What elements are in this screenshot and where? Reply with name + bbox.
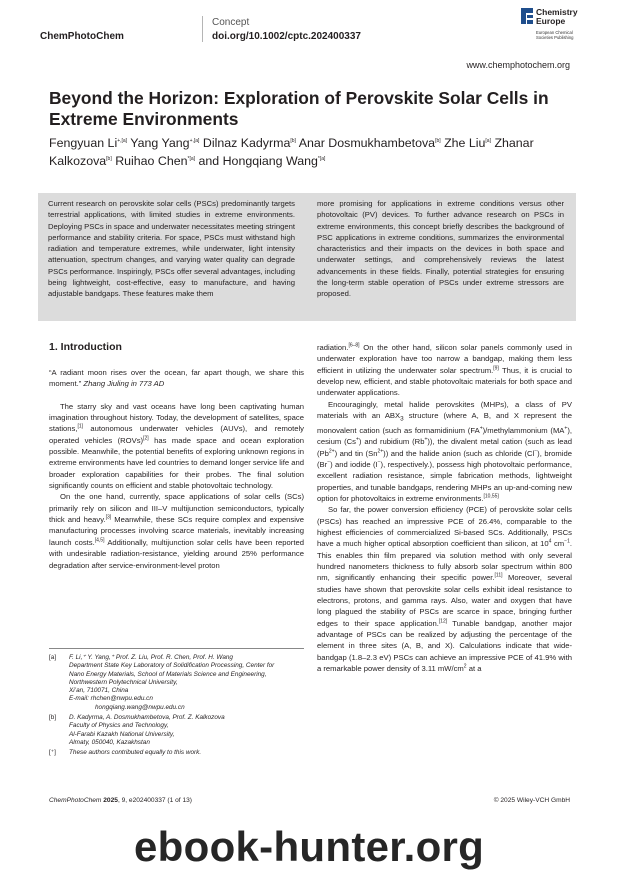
author-name: Yang Yang	[130, 136, 190, 150]
citation[interactable]: [11]	[494, 572, 503, 579]
citation[interactable]: [9]	[493, 365, 499, 372]
paragraph: The starry sky and vast oceans have long been captivating human imagination throughout history. Today, the development of satellites, space stations,[1] autonomous underwater vehicles (AUVs), and remotely operated vehicles (ROVs)[2] has made space and ocean exploration possible. Meanwhile, the potential benefits of exploring unknown regions in extreme environments have led countries to demand longer service life and broader exploration capabilities for their probes. The final solution significantly counts on efficient and stable photovoltaic technology.	[49, 401, 304, 491]
footnote-a: [a] F. Li,⁺ Y. Yang,⁺ Prof. Z. Liu, Prof. R. Chen, Prof. H. Wang Department State Key Laboratory of Solidification Processing, Center for Nano Energy Materials, School of Materials Science and Engineering, Northwestern Polytechnical University, Xi’an, 710071, China E-mail: rhchen@nwpu.edu.cn hongqiang.wang@nwpu.edu.cn	[49, 654, 309, 712]
author-affiliation: *[a]	[187, 155, 196, 162]
author-affiliation: [b]	[290, 137, 296, 144]
footnote-marker: [a]	[49, 654, 57, 661]
citation[interactable]: [6–8]	[348, 342, 360, 349]
author-affiliation: *[a]	[317, 155, 326, 162]
logo-sub-line2: Societies Publishing	[536, 35, 574, 40]
author-affiliation: +,[a]	[117, 137, 128, 144]
logo-subtitle	[536, 30, 573, 40]
doi-link[interactable]: doi.org/10.1002/cptc.202400337	[212, 31, 361, 42]
citation[interactable]: [2]	[143, 435, 149, 442]
citation[interactable]: [10,55]	[483, 493, 499, 500]
body-right-column	[317, 342, 572, 675]
section-heading: 1. Introduction	[49, 341, 122, 353]
paragraph: So far, the power conversion efficiency (PCE) of perovskite solar cells (PSCs) has reached an impressive PCE of 26.4%, comparable to the highest efficiencies of commercialized Si-based SCs. Additionally, PSCs have a much higher optical absorption coefficient than silicon, at $10^4$ $cm^{-1}$. This enables thin film prepared via solution method with only several hundred nanometers thickness to fully absorb solar spectrum within 800 nm, significantly enhancing their specific power.[11] Moreover, several studies have shown that perovskite solar cells exhibit ideal resistance to electrons, protons, and gamma rays. Also, water and oxygen that have long plagued the stability of PSCs are scarce in space, bringing further edges to their space application.[12] Tunable bandgap, another major advantage of PSCs can be realized by adjusting the percentage of the element in three sites (A, B, and X). Calculations indicate that wide-bandgap (1.8–2.3 eV) PSCs can achieve an impressive PCE of 41.9% with a remarkable power density of 3.11 $mW/cm^2$ at a	[317, 505, 572, 674]
paragraph: radiation.[6–8] On the other hand, silicon solar panels commonly used in underwater exploration have too narrow a bandgap, making them less efficient in utilizing the underwater solar spectrum.[9] Thus, it is crucial to develop new, efficient, and stable photovoltaic materials for both space and underwater applications.	[317, 342, 572, 398]
copyright-notice: © 2025 Wiley-VCH GmbH	[493, 797, 570, 804]
article-title: Beyond the Horizon: Exploration of Perovskite Solar Cells in Extreme Environments	[49, 88, 549, 129]
body-left-column	[49, 367, 304, 571]
author-name: Ruihao Chen	[115, 154, 188, 168]
footnote-marker: [b]	[49, 714, 57, 722]
journal-name: ChemPhotoChem	[40, 31, 124, 42]
abstract-right-column: more promising for applications in extreme conditions versus other photovoltaic (PV) devices. To further advance research on PSCs in extreme environments, this concept briefly describes the background of PSC applications in extreme conditions, summarizes the environmental characteristics and their impacts on the devices in both space and underwater settings, and comprehensively reviews the latest advancements in these fields. Finally, potential strategies for ensuring the long-term stable operation of PSCs under extreme stressors are proposed.	[317, 199, 564, 298]
footnote-marker: [⁺]	[49, 749, 56, 757]
abstract-box	[38, 193, 576, 321]
citation[interactable]: [4,5]	[94, 537, 105, 544]
author-affiliation: [a]	[485, 137, 491, 144]
chemistry-europe-logo-icon	[521, 8, 533, 24]
logo-sub-line1: European Chemical	[536, 30, 573, 35]
footnote-b: [b] D. Kadyrma, A. Dosmukhambetova, Prof. Z. Kalkozova Faculty of Physics and Technology, Al-Farabi Kazakh National University, Almaty, 050040, Kazakhstan	[49, 714, 225, 746]
citation[interactable]: [12]	[438, 618, 448, 625]
author-name: Zhanar Kalkozova	[49, 136, 534, 168]
abstract-left-column: Current research on perovskite solar cells (PSCs) predominantly targets terrestrial applications, with limited studies in extreme environments. Deploying PSCs in space and underwater necessitates meeting stringent performance and stability criteria. For space, PSCs must withstand high radiation and temperature extremes, while underwater, light intensity attenuation, spectrum changes, and varying water quality can degrade PSCs performance. Inspiringly, PSCs offer several advantages, including being lightweight, cost-effective, easy to manufacture, and having adjustable bandgaps. These features make them	[48, 199, 295, 298]
email-address[interactable]: hongqiang.wang@nwpu.edu.cn	[95, 703, 185, 711]
author-name: Hongqiang Wang	[222, 154, 318, 168]
footnote-equal-contribution: [⁺] These authors contributed equally to this work.	[49, 749, 202, 757]
author-name: Zhe Liu	[444, 136, 486, 150]
epigraph-source: Zhang Jiuling in 773 AD	[83, 379, 165, 389]
header-divider	[202, 16, 203, 42]
author-name: Dilnaz Kadyrma	[202, 136, 291, 150]
paragraph: Encouragingly, metal halide perovskites (MHPs), a class of PV materials with an $ABX_3$ structure (where A, B, and X represent the monovalent cation (such as formamidinium (FA+)/methylammonium (MA+), cesium (Cs+) and rubidium (Rb+)), the divalent metal cation (such as lead $(Pb^{2+})$ and tin $(Sn^{2+})$) and the halide anion (such as chloride (Cl−), bromide (Br−) and iodide (I−), respectively.), possess high photovoltaic performance, excellent radiation resistance, simple fabrication methods, lightweight properties, and tunable bandgaps, rendering MHPs an up-and-coming new option for photovoltaics in extreme environments.[10,55]	[317, 399, 572, 503]
paragraph: On the one hand, currently, space applications of solar cells (SCs) primarily rely on silicon and III–V multijunction semiconductors, typically thick and heavy.[3] Meanwhile, these SCs require complex and expensive manufacturing processes involving scarce materials, inevitably increasing launch costs.[4,5] Additionally, multijunction solar cells have been reported with undesirable radiation-resistance, yielding around 25% performance degradation after service-environment-level proton	[49, 492, 304, 570]
citation[interactable]: [1]	[77, 423, 84, 430]
chemistry-europe-logo	[521, 8, 591, 44]
article-type: Concept	[212, 17, 250, 28]
page-footer-citation: ChemPhotoChem 2025, 9, e202400337 (1 of 13)	[49, 797, 192, 804]
logo-name-line1: Chemistry	[536, 7, 578, 17]
author-affiliation: [b]	[106, 155, 112, 162]
citation[interactable]: [3]	[105, 514, 112, 521]
epigraph	[49, 367, 304, 390]
journal-website-link[interactable]: www.chemphotochem.org	[466, 60, 570, 70]
author-affiliation: [b]	[435, 137, 441, 144]
logo-name-line2: Europe	[536, 16, 566, 26]
email-address[interactable]: E-mail: rhchen@nwpu.edu.cn	[69, 695, 153, 703]
author-name: Fengyuan Li	[49, 136, 118, 150]
author-name: Anar Dosmukhambetova	[298, 136, 436, 150]
author-list: Fengyuan $Li^{+,[a]}$ Yang Yang$^{+,[a]}$ Dilnaz Kadyrma[b] Anar Dosmukhambetova[b] Zhe Liu[a] Zhanar Kalkozova[b] Ruihao Chen$^{*[a]}$ and Hongqiang Wang$^{*[a]}$	[49, 136, 534, 168]
author-affiliation: +,[a]	[189, 137, 200, 144]
affiliation-footnotes	[49, 654, 309, 760]
watermark: ebook-hunter.org	[134, 823, 485, 870]
epigraph-text: “A radiant moon rises over the ocean, far apart though, we share this moment.”	[49, 368, 304, 389]
footnote-divider	[49, 648, 304, 649]
logo-wordmark	[536, 8, 578, 26]
